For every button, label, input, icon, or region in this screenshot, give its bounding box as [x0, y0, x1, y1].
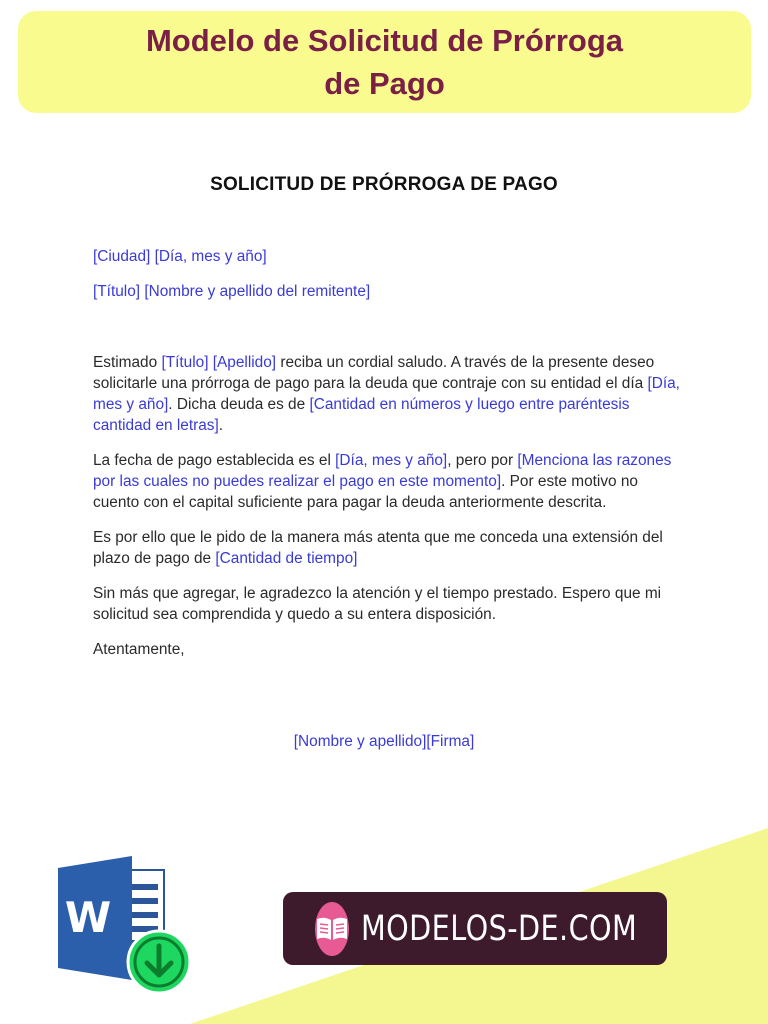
- text: , pero por: [447, 452, 518, 469]
- placeholder: [Título] [Apellido]: [161, 354, 277, 371]
- paragraph-closing-remarks: Sin más que agregar, le agradezco la atención y el tiempo prestado. Espero que mi solicitud sea comprendida y quedo a su entera disposición.: [93, 585, 662, 623]
- paragraph-intro: [93, 352, 683, 436]
- open-book-icon: [315, 916, 349, 942]
- placeholder: [Día, mes y año]: [93, 375, 680, 413]
- recipient-placeholder: [Título] [Nombre y apellido del remitente]: [93, 283, 371, 300]
- placeholder: [Día, mes y año]: [335, 452, 448, 469]
- placeholder: [Menciona las razones por las cuales no puedes realizar el pago en este momento]: [93, 452, 672, 490]
- text: . Por este motivo no cuento con el capital suficiente para pagar la deuda anteriormente descrita.: [93, 473, 638, 511]
- text: La fecha de pago establecida es el: [93, 452, 336, 469]
- place-date-placeholder: [Ciudad] [Día, mes y año]: [93, 248, 267, 265]
- placeholder: [Cantidad en números y luego entre paréntesis cantidad en letras]: [93, 396, 630, 434]
- text: . Dicha deuda es de: [168, 396, 310, 413]
- brand-badge[interactable]: [283, 892, 667, 965]
- closing-salutation: Atentamente,: [93, 641, 185, 658]
- document-body: [93, 246, 683, 660]
- header-banner: [18, 11, 751, 113]
- document-heading: SOLICITUD DE PRÓRROGA DE PAGO: [210, 174, 558, 195]
- paragraph-reasons: [93, 450, 683, 513]
- text: Estimado: [93, 354, 162, 371]
- word-download-icon[interactable]: [58, 856, 194, 998]
- signature-placeholder: [Nombre y apellido][Firma]: [293, 733, 475, 750]
- page-title: [105, 19, 665, 105]
- page-title-line1: Modelo de Solicitud de Prórroga: [145, 23, 624, 58]
- placeholder: [Cantidad de tiempo]: [215, 550, 358, 567]
- text: .: [218, 417, 224, 434]
- text: reciba un cordial saludo. A través de la presente deseo solicitarle una prórroga de pago para la deuda que contraje con su entidad el día: [93, 354, 655, 392]
- page-title-line2: de Pago: [324, 66, 445, 101]
- brand-name: MODELOS-DE.COM: [361, 908, 638, 949]
- word-letter: W: [64, 893, 112, 942]
- paragraph-request: [93, 527, 683, 569]
- book-logo-icon: [315, 902, 349, 956]
- text: Es por ello que le pido de la manera más atenta que me conceda una extensión del plazo de pago de: [93, 529, 663, 567]
